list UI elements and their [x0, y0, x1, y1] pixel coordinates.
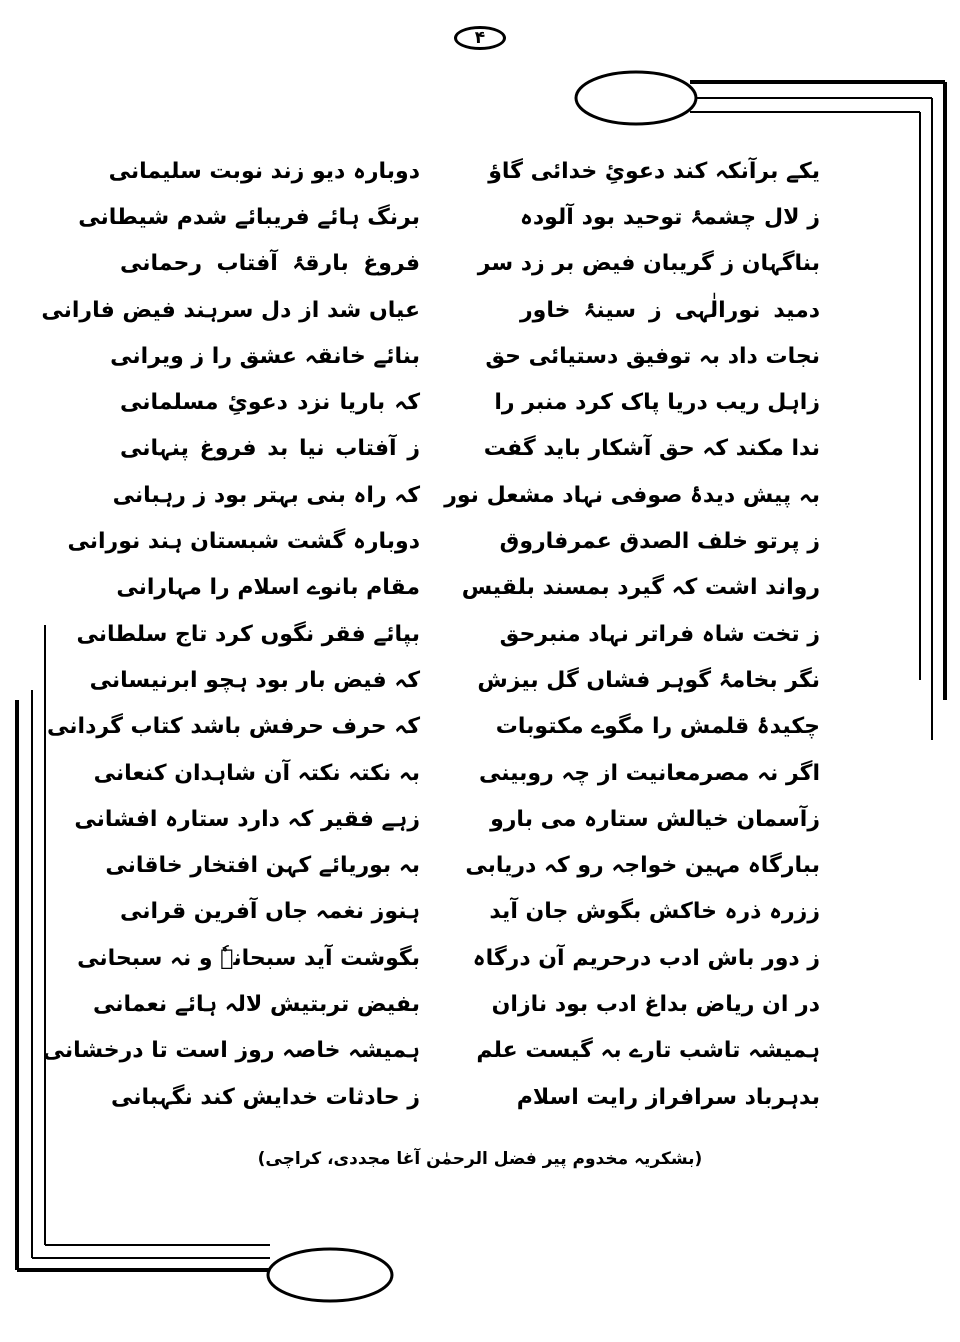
- couplet: [92, 981, 820, 1027]
- second-hemistich: بگوشت آید سبحانہٗ و نہ سبحانی: [77, 945, 420, 971]
- first-hemistich: نجات داد بہ توفیق دستیائی حق: [485, 343, 820, 369]
- couplet: [42, 1028, 820, 1074]
- couplet: [47, 704, 820, 750]
- couplet: [120, 379, 820, 425]
- second-hemistich: بپائے فقر نگوں کرد تاج سلطانی: [76, 621, 420, 647]
- couplet: [105, 842, 820, 888]
- second-hemistich: ز حادثات خدایش کند نگہبانی: [111, 1084, 420, 1110]
- first-hemistich: ببارگاہ مہین خواجہ رو کہ دریابی: [465, 853, 820, 879]
- couplet: [120, 426, 820, 472]
- bottom-oval-ornament: [268, 1249, 392, 1301]
- first-hemistich: ز تخت شاہ فراتر نہاد منبرحق: [499, 621, 820, 647]
- first-hemistich: در ان ریاض بداغ ادب بود نازان: [491, 991, 820, 1017]
- couplet: [76, 611, 820, 657]
- first-hemistich: ندا مکند کہ حق آشکار باید گفت: [483, 436, 820, 462]
- first-hemistich: بناگہان ز گریبان فیض بر زد سر: [477, 251, 820, 277]
- first-hemistich: ززرہ ذرہ خاکش بگوش جان آید: [489, 899, 820, 925]
- couplet: [108, 148, 820, 194]
- first-hemistich: زاہل ریب دریا پاک کرد منبر را: [494, 390, 820, 416]
- poem: [41, 148, 820, 1120]
- couplet: [89, 657, 820, 703]
- couplet: [93, 750, 820, 796]
- first-hemistich: ز لال چشمۂ توحید بود آلودہ: [520, 204, 820, 230]
- second-hemistich: عیاں شد از دل سرہند فیض فارانی: [41, 297, 420, 323]
- couplet: [41, 287, 820, 333]
- second-hemistich: فروغ بارقۂ آفتاب رحمانی: [120, 251, 420, 277]
- first-hemistich: نگر بخامۂ گوہر فشاں گل بیزش: [477, 667, 820, 693]
- second-hemistich: مقام بانوے اسلام را مہارانی: [116, 575, 420, 601]
- first-hemistich: یکے برآنکہ کند دعوئِ خدائی گاؤ: [488, 158, 820, 184]
- credit-line: (بشکریہ مخدوم پیر فضل الرحمٰن آغا مجددی، کراچی): [257, 1149, 703, 1169]
- second-hemistich: بہ بوریائے کہن افتخار خاقانی: [105, 853, 420, 879]
- second-hemistich: دوبارہ گشت شبستان ہند نورانی: [67, 529, 420, 555]
- first-hemistich: بہ پیش دیدۂ صوفی نہاد مشعل نور: [444, 482, 820, 508]
- second-hemistich: برنگ ہائے فریبائے شدم شیطانی: [78, 204, 420, 230]
- couplet: [112, 472, 820, 518]
- second-hemistich: کہ باریا نزد دعوئِ مسلمانی: [120, 390, 420, 416]
- second-hemistich: ز آفتاب نیا بد فروغ پنہانی: [120, 436, 420, 462]
- second-hemistich: زہے فقیر کہ دارد ستارہ افشانی: [74, 806, 420, 832]
- first-hemistich: ز پرتو خلف الصدق عمرفاروق: [499, 529, 820, 555]
- first-hemistich: ز دور باش ادب درحریم آن درگاہ: [472, 945, 820, 971]
- top-oval-ornament: [576, 72, 696, 124]
- page-number: ۴: [454, 26, 506, 50]
- first-hemistich: بدہرباد سرافراز رایت اسلام: [516, 1084, 820, 1110]
- first-hemistich: زآسمان خیالش ستارہ می بارو: [490, 806, 820, 832]
- couplet: [67, 518, 820, 564]
- first-hemistich: دمید نورالٰہی ز سینۂ خاور: [520, 297, 820, 323]
- second-hemistich: ہنوز نغمہ جاں آفرین قرانی: [119, 899, 420, 925]
- couplet: [116, 565, 820, 611]
- couplet: [78, 194, 820, 240]
- first-hemistich: رواند اشت کہ گیرد بمسند بلقیس: [461, 575, 820, 601]
- first-hemistich: ہمیشہ تاشب تارے بہ گیست علم: [476, 1038, 820, 1064]
- couplet: [74, 796, 820, 842]
- couplet: [111, 1074, 820, 1120]
- second-hemistich: دوبارہ دیو زند نوبت سلیمانی: [108, 158, 420, 184]
- second-hemistich: بنائے خانقہ عشق را ز ویرانی: [110, 343, 420, 369]
- couplet: [120, 241, 820, 287]
- couplet: [120, 889, 820, 935]
- second-hemistich: کہ فیض بار بود ہچو ابرنیسانی: [89, 667, 420, 693]
- couplet: [110, 333, 820, 379]
- second-hemistich: ہمیشہ خاصہ روز است تا درخشانی: [42, 1038, 420, 1064]
- first-hemistich: چکیدۂ قلمش را مگوے مکتوبات: [495, 714, 820, 740]
- second-hemistich: بہ نکتہ نکتہ آن شاہدان کنعانی: [93, 760, 420, 786]
- couplet: [77, 935, 820, 981]
- first-hemistich: اگر نہ مصرمعانیت از چہ روبینی: [478, 760, 820, 786]
- second-hemistich: بفیض تربتیش لالہ ہائے نعمانی: [92, 991, 420, 1017]
- second-hemistich: کہ راہ بنی بہتر بود ز رہبانی: [112, 482, 420, 508]
- second-hemistich: کہ حرف حرفش باشد کتاب گردانی: [47, 714, 420, 740]
